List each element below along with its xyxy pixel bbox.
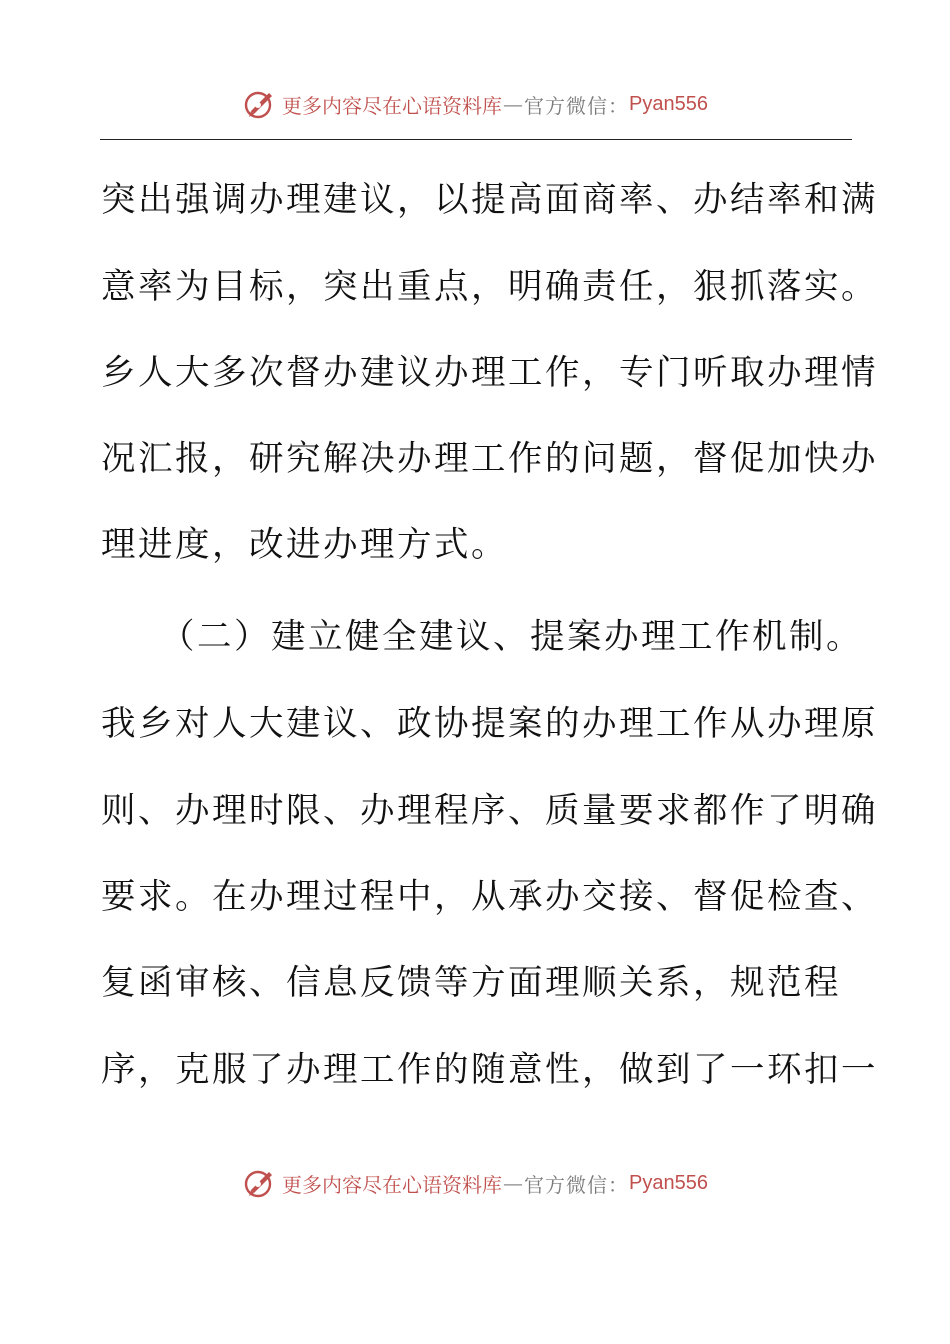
wechat-id: Pyan556 <box>629 1171 708 1194</box>
footer-banner <box>0 1161 950 1205</box>
text-line: 我乡对人大建议、政协提案的办理工作从办理原 <box>101 704 878 744</box>
banner-separator: — <box>503 92 524 116</box>
text-line: 要求。在办理过程中，从承办交接、督促检查、 <box>101 877 878 917</box>
text-line: 复函审核、信息反馈等方面理顺关系，规范程 <box>101 963 841 1003</box>
wechat-id: Pyan556 <box>629 92 708 115</box>
pen-logo-icon <box>242 1166 276 1200</box>
site-name: 更多内容尽在心语资料库 <box>282 93 503 118</box>
section-heading: （二）建立健全建议、提案办理工作机制。 <box>160 617 863 657</box>
text-line: 理进度，改进办理方式。 <box>101 525 508 565</box>
text-line: 突出强调办理建议，以提高面商率、办结率和满 <box>101 180 878 220</box>
text-line: 乡人大多次督办建议办理工作，专门听取办理情 <box>101 353 878 393</box>
text-line: 则、办理时限、办理程序、质量要求都作了明确 <box>101 791 878 831</box>
header-banner <box>0 82 950 126</box>
banner-separator: — <box>503 1171 524 1195</box>
pen-logo-icon <box>242 87 276 121</box>
wechat-label: 官方微信： <box>524 93 630 118</box>
site-name: 更多内容尽在心语资料库 <box>282 1172 503 1197</box>
header-divider <box>100 139 852 140</box>
text-line: 意率为目标，突出重点，明确责任，狠抓落实。 <box>101 267 878 307</box>
text-line: 况汇报，研究解决办理工作的问题，督促加快办 <box>101 439 878 479</box>
wechat-label: 官方微信： <box>524 1172 630 1197</box>
text-line: 序，克服了办理工作的随意性，做到了一环扣一 <box>101 1050 878 1090</box>
